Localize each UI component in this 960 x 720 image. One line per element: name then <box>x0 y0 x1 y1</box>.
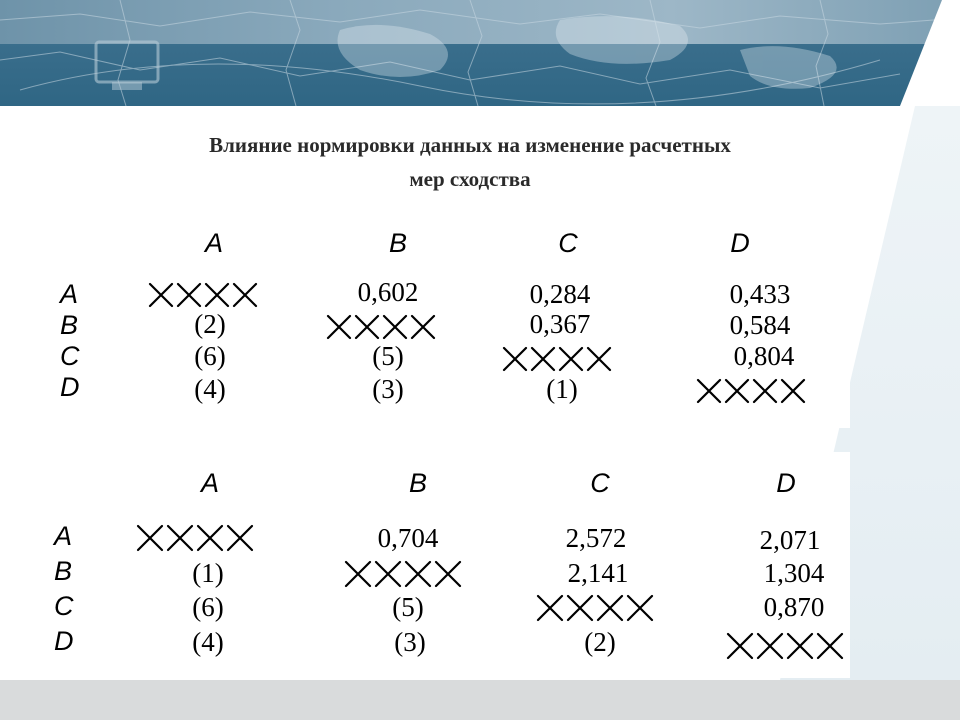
cell-a-b: 0,602 <box>357 277 419 307</box>
cell-a-b: 0,704 <box>377 523 439 553</box>
slide-title <box>40 128 900 196</box>
col-header-b: B <box>408 468 428 498</box>
cell-b-d: 1,304 <box>763 558 825 588</box>
cell-c-d: 0,804 <box>733 341 795 371</box>
cross-out-text: XXXX <box>752 399 758 401</box>
row-label-c: C <box>60 341 80 371</box>
cross-out-text: XXXX <box>596 617 602 619</box>
title-line-1: Влияние нормировки данных на изменение расчетных <box>209 133 731 157</box>
cross-out-mark <box>328 316 434 338</box>
cell-c-a: (6) <box>194 341 226 371</box>
row-label-d: D <box>54 626 74 656</box>
cross-out-text: XXXX <box>382 335 388 337</box>
cross-out-text: XXXX <box>558 367 564 369</box>
row-label-b: B <box>54 556 73 586</box>
col-header-d: D <box>730 228 750 258</box>
similarity-table-bottom <box>34 452 850 678</box>
col-header-d: D <box>776 468 796 498</box>
cell-a-d: 0,433 <box>729 279 791 309</box>
cell-b-a: (2) <box>194 309 226 339</box>
col-header-a: A <box>200 468 220 498</box>
header-banner <box>0 0 960 106</box>
cross-out-text: XXXX <box>196 547 202 549</box>
cell-a-c: 2,572 <box>565 523 627 553</box>
cell-b-c: 2,141 <box>567 558 629 588</box>
row-label-a: A <box>54 521 73 551</box>
cross-out-mark <box>728 634 842 658</box>
row-label-d: D <box>60 372 80 402</box>
cell-c-b: (5) <box>392 592 424 622</box>
cell-c-d: 0,870 <box>763 592 825 622</box>
cell-b-d: 0,584 <box>729 310 791 340</box>
footer-bar <box>0 680 960 720</box>
cross-out-mark <box>150 284 256 306</box>
row-label-b: B <box>60 310 79 340</box>
cross-out-text: XXXX <box>786 655 792 657</box>
table-top-drawing <box>34 206 850 428</box>
cell-a-d: 2,071 <box>759 525 821 555</box>
row-label-c: C <box>54 591 74 621</box>
cell-d-a: (4) <box>194 374 226 404</box>
table-bottom-drawing <box>34 452 850 678</box>
row-label-a: A <box>60 279 79 309</box>
similarity-table-top <box>34 206 850 428</box>
cell-b-a: (1) <box>192 558 224 588</box>
cell-d-b: (3) <box>394 627 426 657</box>
cross-out-mark <box>138 526 252 550</box>
cell-d-c: (2) <box>584 627 616 657</box>
cross-out-mark <box>346 562 460 586</box>
cross-out-mark <box>504 348 610 370</box>
cross-out-mark <box>698 380 804 402</box>
col-header-b: B <box>388 228 408 258</box>
title-line-2: мер сходства <box>409 167 531 191</box>
world-map-graphic <box>0 0 960 106</box>
cell-a-c: 0,284 <box>529 279 591 309</box>
cross-out-text: XXXX <box>404 583 410 585</box>
col-header-c: C <box>558 228 578 258</box>
cross-out-text: XXXX <box>204 303 210 305</box>
col-header-a: A <box>204 228 224 258</box>
cell-c-a: (6) <box>192 592 224 622</box>
cell-d-a: (4) <box>192 627 224 657</box>
cell-b-c: 0,367 <box>529 309 591 339</box>
cell-d-b: (3) <box>372 374 404 404</box>
col-header-c: C <box>590 468 610 498</box>
cell-d-c: (1) <box>546 374 578 404</box>
cell-c-b: (5) <box>372 341 404 371</box>
cross-out-mark <box>538 596 652 620</box>
